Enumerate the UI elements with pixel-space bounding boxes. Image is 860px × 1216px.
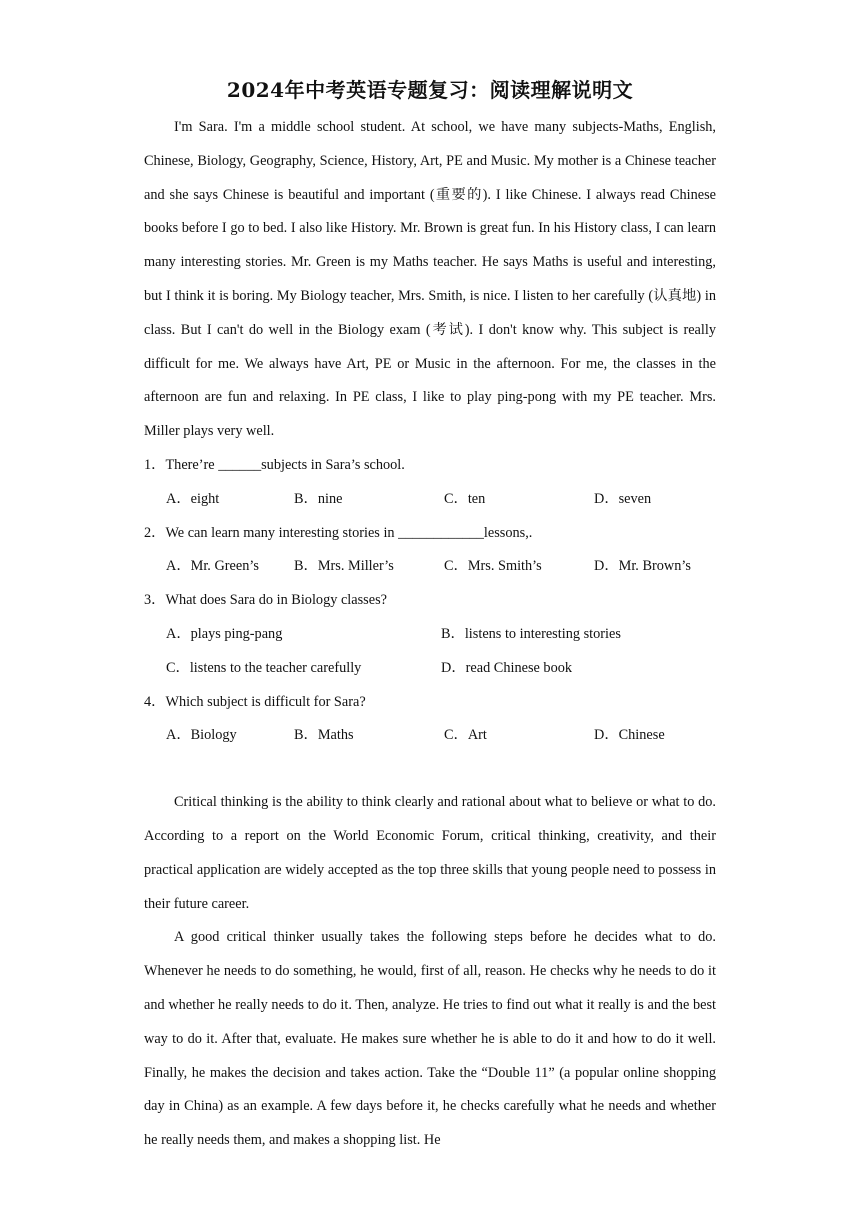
passage-1: I'm Sara. I'm a middle school student. At school, we have many subjects-Maths, English, Chinese, Biology, Geography, Science, History, Art, PE and Music. My mother is a Chinese teacher and she says Chinese is beautiful and important (重要的). I like Chinese. I always read Chinese books before I go to bed. I also like History. Mr. Brown is great fun. In his History class, I can learn many interesting stories. Mr. Green is my Maths teacher. He says Maths is useful and interesting, but I think it is boring. My Biology teacher, Mrs. Smith, is nice. I listen to her carefully (认真地) in class. But I can't do well in the Biology exam (考试). I don't know why. This subject is really difficult for me. We always have Art, PE or Music in the afternoon. For me, the classes in the afternoon are fun and relaxing. In PE class, I like to play ping-pong with my PE teacher. Mrs. Miller plays very well.	[144, 119, 716, 440]
question-1	[144, 449, 716, 517]
question-stem: 4．Which subject is difficult for Sara?	[144, 693, 366, 710]
option-b: B．Maths	[294, 727, 354, 744]
passage-2-paragraph-2: A good critical thinker usually takes the following steps before he decides what to do. Whenever he needs to do something, he would, first of all, reason. He checks why he needs to do it and whether he really needs to do it. Then, analyze. He tries to find out what it really is and the best way to do it. After that, evaluate. He makes sure whether he is able to do it and how to do it well. Finally, he makes the decision and takes action. Take the “Double 11” (a popular online shopping day in China) as an example. A few days before it, he checks carefully what he needs and whether he really needs them, and makes a shopping list. He	[144, 929, 716, 1149]
option-c: C．ten	[444, 490, 486, 507]
option-b: B．listens to interesting stories	[441, 625, 621, 642]
passage-2-paragraph-1: Critical thinking is the ability to think clearly and rational about what to believe or what to do. According to a report on the World Economic Forum, critical thinking, creativity, and their practical application are widely accepted as the top three skills that young people need to possess in their future career.	[144, 794, 716, 912]
document-page	[144, 74, 716, 1158]
options-row	[144, 618, 716, 652]
options-row	[144, 483, 716, 517]
section-gap	[144, 753, 716, 786]
question-stem: 3．What does Sara do in Biology classes?	[144, 592, 387, 609]
option-a: A．Mr. Green’s	[166, 558, 259, 575]
option-c: C．Art	[444, 727, 487, 744]
option-a: A．plays ping-pang	[166, 625, 283, 642]
question-stem: 1．There’re ______subjects in Sara’s school.	[144, 456, 405, 473]
option-c: C．Mrs. Smith’s	[444, 558, 542, 575]
option-d: D．Mr. Brown’s	[594, 558, 691, 575]
page-title: 2024年中考英语专题复习：阅读理解说明文	[226, 78, 634, 102]
option-b: B．nine	[294, 490, 343, 507]
option-a: A．Biology	[166, 727, 237, 744]
option-d: D．Chinese	[594, 727, 665, 744]
option-d: D．read Chinese book	[441, 659, 573, 676]
question-3	[144, 584, 716, 685]
option-a: A．eight	[166, 490, 220, 507]
options-row	[144, 719, 716, 753]
question-stem: 2．We can learn many interesting stories in ____________lessons,.	[144, 524, 533, 541]
question-2	[144, 517, 716, 585]
option-d: D．seven	[594, 490, 652, 507]
option-c: C．listens to the teacher carefully	[166, 659, 362, 676]
options-row	[144, 550, 716, 584]
options-row	[144, 652, 716, 686]
question-4	[144, 686, 716, 754]
option-b: B．Mrs. Miller’s	[294, 558, 394, 575]
